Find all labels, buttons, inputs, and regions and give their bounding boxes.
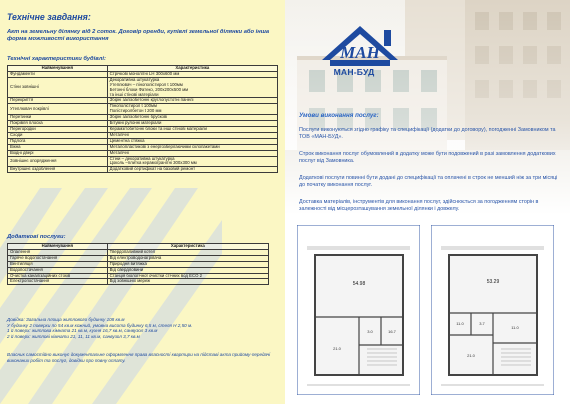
table-cell-value: Від свердловини (107, 267, 268, 273)
room-area: 16.7 (388, 329, 396, 334)
table-row (8, 167, 278, 173)
paragraph: Строк виконання послуг обумовлений в додатку може бути подовжений в разі замовлення додаткових послуг від Замовника. (299, 151, 556, 165)
land-requirement-text: Акт на земельну ділянку від 2 соток. Договір оренди, купівлі земельної ділянки або інша форма можливості використання (7, 29, 270, 43)
table-cell-name: Стіни зовнішні (8, 77, 108, 98)
room-area: 3.7 (479, 321, 485, 326)
table-cell-value: Збірні залізобетонні круглопустотні панелі (107, 98, 277, 104)
paragraph: Доставка матеріалів, інструментів для виконання послуг, здійснюється за погодженням сторін в залежності від місцерозташування земельної ділянки і довжелу. (299, 199, 539, 213)
table-cell-name: Сходи (8, 132, 108, 138)
floor-plan-2 (431, 225, 554, 395)
room-area: 11.0 (456, 321, 464, 326)
area-reference-notes (7, 317, 277, 340)
ownership-note: Власник самостійно виконує документальне оформлення права власності квартири на підставі акта прийому-передачі виконаних робіт та послуг, довідки про повну оплату. (7, 352, 271, 363)
table-cell-value: Металічні (107, 150, 277, 156)
extra-services-table (7, 243, 269, 285)
table-header: Найменування (8, 244, 108, 250)
table-cell-value: Від зовнішніх мереж (107, 279, 268, 285)
note-line: 2 й поверх: житлові кімнати 21, 11, 11 кв.м, санвузол 3,7 кв.м (7, 334, 140, 340)
table-cell-value: Додатковий сертифікат на базовий ремонт (107, 167, 277, 173)
table-header: Характеристика (107, 244, 268, 250)
table-cell-value: Стрічкові монолітні LH 300х600 мм (107, 71, 277, 77)
table-cell-value: Керамзітобетонні блоки та інші стінові матеріали (107, 126, 277, 132)
table-cell-value: Твердопаливний котел (107, 249, 268, 255)
table-header: Характеристика (107, 66, 277, 72)
table-cell-name: Перегородки (8, 126, 108, 132)
table-cell-name: Очистка каналізаційних стоків (8, 273, 108, 279)
table-cell-value: Металічні (107, 132, 277, 138)
table-cell-name: Вентиляція (8, 261, 108, 267)
note-line: У будинку 2 поверхи по 54 кв.м кожний, умовна висота будинку 6,5 м, стеля Н 2,50 м. (7, 322, 193, 328)
table-cell-value: Природня витяжка (107, 261, 268, 267)
page-title: Технічне завдання: (7, 12, 91, 22)
table-cell-value: Декоративна штукатурка Утеплювач – пінополістирол t 100мм Бетонні блоки Фатеко, 200х200х500 мм та інші стінові матеріали (107, 77, 277, 98)
table-row (8, 156, 278, 167)
table-cell-value: Від електроводонагрівача (107, 255, 268, 261)
room-area: 21.0 (333, 346, 341, 351)
table-header: Найменування (8, 66, 108, 72)
table-cell-name: Фундаменти (8, 71, 108, 77)
note-line: Довідка: Загальна площа житлового будинку 108 кв.м (7, 317, 125, 322)
table-cell-name: Перетинки (8, 115, 108, 121)
table-cell-name: Електропостачання (8, 279, 108, 285)
extra-services-heading: Додаткові послуги: (7, 234, 66, 240)
table-cell-name: Вікна (8, 144, 108, 150)
logo-mark-text: МАН (340, 43, 380, 62)
room-area: 11.0 (511, 325, 519, 330)
table-cell-name: Покрівля плоска (8, 121, 108, 127)
decorative-stripes (0, 188, 285, 404)
table-cell-name: Перекриття (8, 98, 108, 104)
table-cell-name: Підлога (8, 138, 108, 144)
paragraph: Послуги виконуються згідно графіку та специфікації (додатки до договору), погодженні Замовником та ТОВ «МАН-БУД». (299, 127, 556, 141)
table-row (8, 77, 278, 98)
paragraph: Додаткові послуги повинні бути додані до специфікації та оплачені в строк не менший ніж за три місяці до початку виконання послуг. (299, 175, 558, 189)
company-name: МАН-БУД (333, 67, 375, 77)
room-area: 3.0 (367, 329, 373, 334)
room-area: 21.0 (467, 353, 475, 358)
building-spec-table (7, 65, 278, 173)
plan-1-area: 54.98 (352, 281, 366, 287)
table-cell-name: Зовнішнє опорядження (8, 156, 108, 167)
conditions-title: Умови виконання послуг: (299, 112, 379, 119)
table-row (8, 104, 278, 115)
table-cell-name: Опалення (8, 249, 108, 255)
table-cell-name: Внутрішнє оздоблення (8, 167, 108, 173)
table-cell-name: Гаряче водопостачання (8, 255, 108, 261)
table-cell-value: Стіни – декоративна штукатурка Цоколь –плитка керамогранітні 300х300 мм (107, 156, 277, 167)
table-cell-value: Металопластикові з енергозберігаючими склопакетами (107, 144, 277, 150)
table-cell-value: Збірні залізобетонні брускові (107, 115, 277, 121)
table-cell-value: Бітумні рулонні матеріали (107, 121, 277, 127)
table-cell-value: Пінополістирол t 100мм Полістиролбетон t 200 мм (107, 104, 277, 115)
table-row (8, 279, 269, 285)
spec-heading: Технічні характеристики будівлі: (7, 56, 106, 62)
floor-plan-1 (297, 225, 420, 395)
note-line: 1 й поверх: житлова кімната 21 кв.м, кухня 16,7 кв.м, санвузол 3 кв.м (7, 328, 158, 334)
table-cell-name: Водопостачання (8, 267, 108, 273)
company-logo (312, 20, 408, 92)
table-cell-value: Цементна стяжка (107, 138, 277, 144)
table-cell-name: Утеплювач покрівлі (8, 104, 108, 115)
table-cell-name: Вхідні двері (8, 150, 108, 156)
plan-2-area: 53.29 (486, 279, 500, 285)
table-cell-value: Станція біологічної очистки стічних вод ECO 2 (107, 273, 268, 279)
